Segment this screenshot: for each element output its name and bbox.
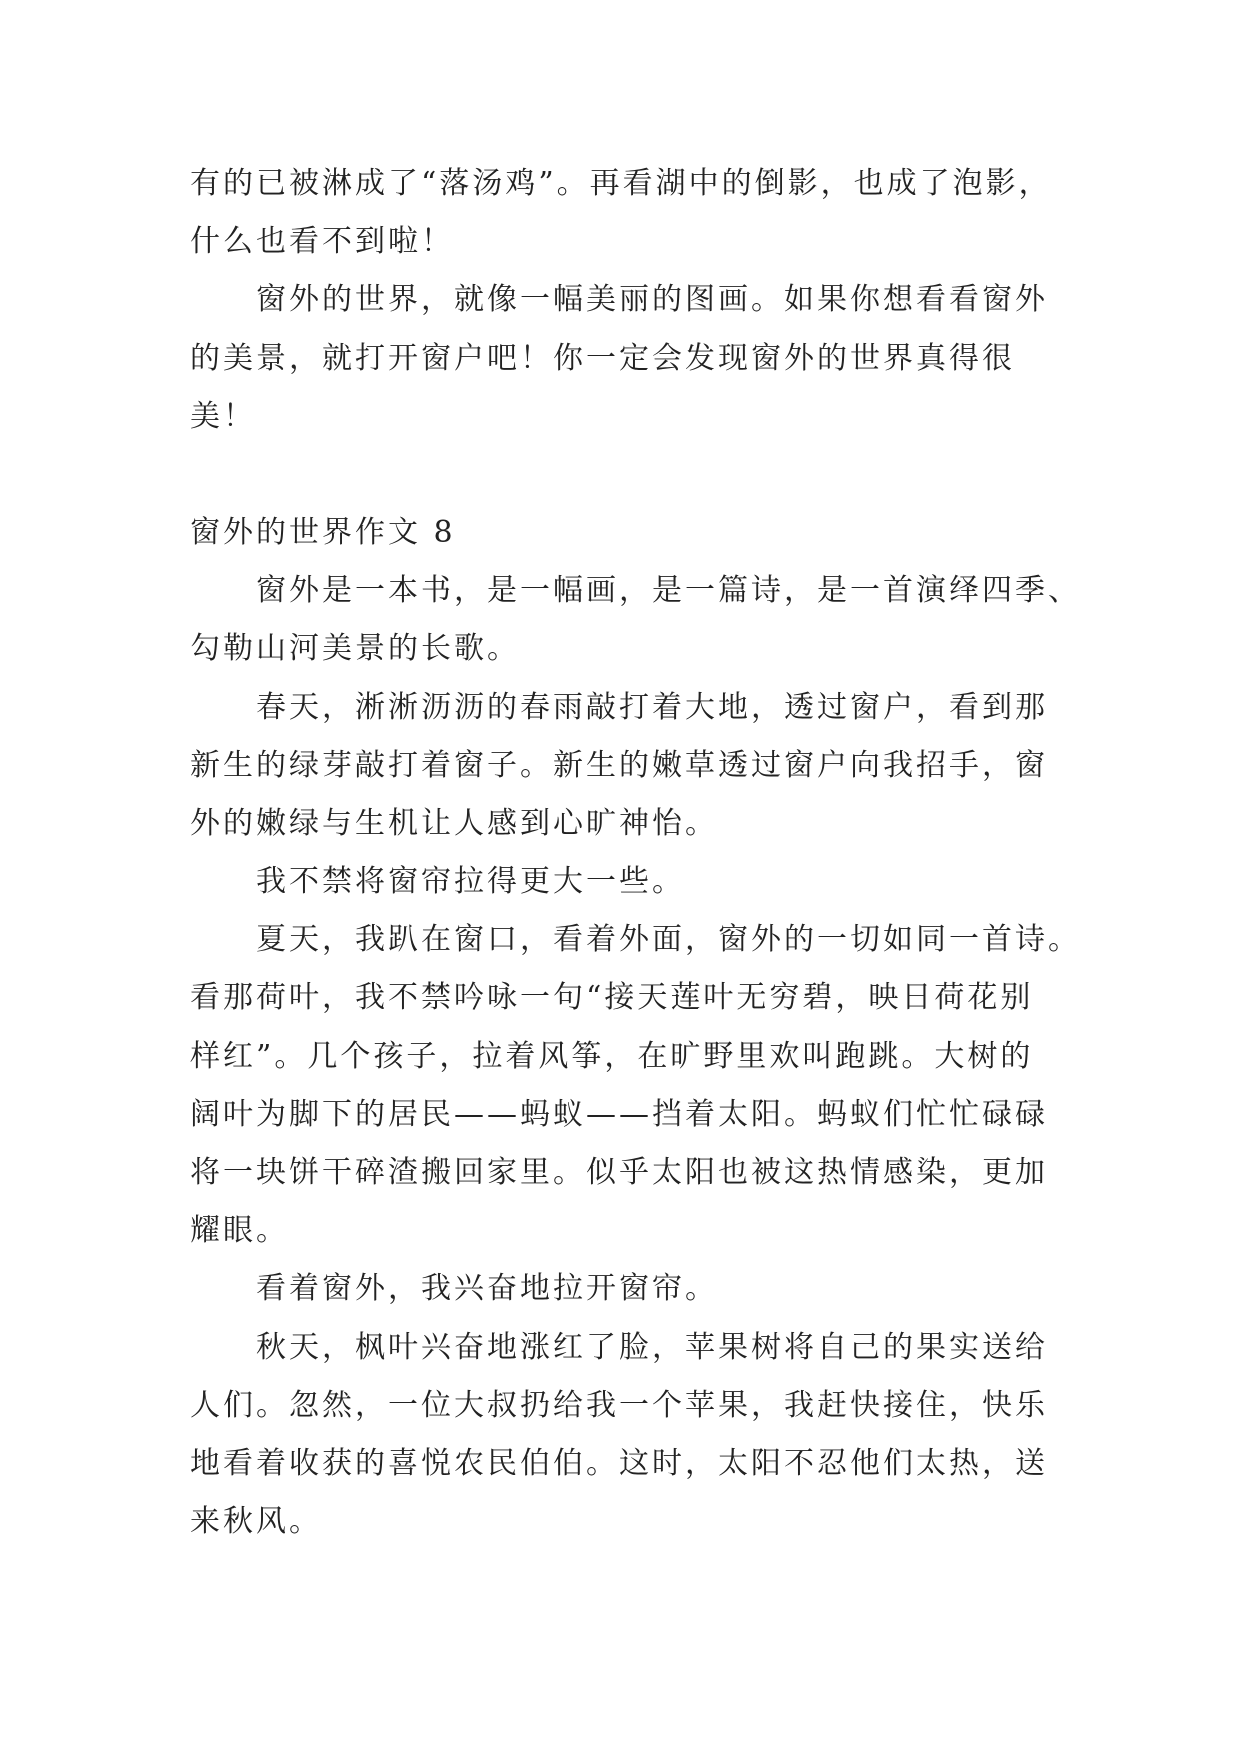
text-line: 春天，淅淅沥沥的春雨敲打着大地，透过窗户，看到那	[256, 689, 1048, 725]
text-line: 将一块饼干碎渣搬回家里。似乎太阳也被这热情感染，更加	[190, 1155, 1048, 1190]
text-line: 看着窗外，我兴奋地拉开窗帘。	[256, 1271, 718, 1307]
paragraph-rain-ending	[190, 155, 1070, 271]
text-line: 阔叶为脚下的居民——蚂蚁——挡着太阳。蚂蚁们忙忙碌碌	[190, 1096, 1048, 1132]
text-line: 样红”。几个孩子，拉着风筝，在旷野里欢叫跑跳。大树的	[190, 1038, 1034, 1074]
paragraph-spring	[190, 679, 1070, 854]
text-line: 窗外是一本书，是一幅画，是一篇诗，是一首演绎四季、	[256, 573, 1081, 609]
paragraph-conclusion-7	[190, 271, 1070, 446]
paragraph-curtain-1	[190, 853, 1070, 911]
text-line: 我不禁将窗帘拉得更大一些。	[256, 864, 685, 900]
text-line: 来秋风。	[190, 1504, 322, 1540]
text-line: 什么也看不到啦！	[190, 224, 454, 260]
paragraph-curtain-2	[190, 1260, 1070, 1318]
text-line: 秋天，枫叶兴奋地涨红了脸，苹果树将自己的果实送给	[256, 1329, 1048, 1365]
text-line: 窗外的世界，就像一幅美丽的图画。如果你想看看窗外	[256, 282, 1048, 318]
text-line: 地看着收获的喜悦农民伯伯。这时，太阳不忍他们太热，送	[190, 1445, 1048, 1481]
text-line: 勾勒山河美景的长歌。	[190, 631, 520, 667]
text-line: 看那荷叶，我不禁吟咏一句“接天莲叶无穷碧，映日荷花别	[190, 980, 1034, 1016]
document-body	[190, 155, 1081, 1551]
paragraph-autumn	[190, 1319, 1070, 1552]
text-line: 人们。忽然，一位大叔扔给我一个苹果，我赶快接住，快乐	[190, 1387, 1048, 1423]
text-line: 夏天，我趴在窗口，看着外面，窗外的一切如同一首诗。	[256, 922, 1081, 958]
text-line: 美！	[190, 398, 256, 434]
text-line: 外的嫩绿与生机让人感到心旷神怡。	[190, 805, 718, 841]
text-line: 耀眼。	[190, 1213, 289, 1249]
text-line: 有的已被淋成了“落汤鸡”。再看湖中的倒影，也成了泡影，	[190, 166, 1052, 201]
paragraph-summer	[190, 911, 1081, 1260]
text-line: 的美景，就打开窗户吧！你一定会发现窗外的世界真得很	[190, 340, 1015, 376]
paragraph-intro	[190, 562, 1081, 678]
essay-heading: 窗外的世界作文 8	[190, 514, 456, 550]
text-line: 新生的绿芽敲打着窗子。新生的嫩草透过窗户向我招手，窗	[190, 747, 1048, 783]
